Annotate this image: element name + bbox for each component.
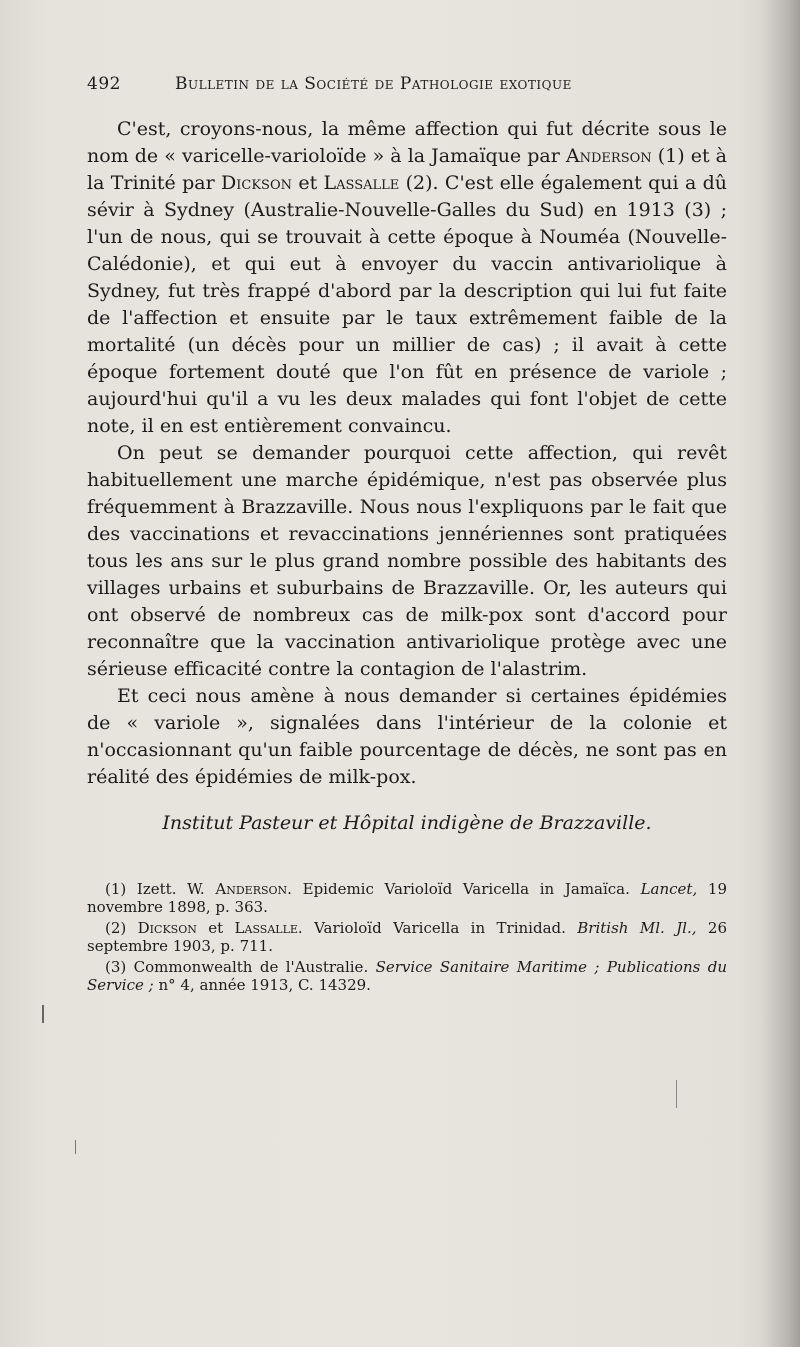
footnote-1-rest: 19 novembre 1898, p. 363. — [87, 880, 727, 916]
page-shadow-edge — [762, 0, 800, 1347]
footnote-3-rest: n° 4, année 1913, C. 14329. — [153, 976, 371, 994]
footnote-1-journal: Lancet, — [640, 880, 698, 898]
footnote-2 — [87, 919, 727, 955]
paragraph-2: On peut se demander pourquoi cette affection, qui revêt habituellement une marche épidémique, n'est pas observée plus fréquemment à Brazzaville. Nous nous l'expliquons par le fait que des vaccinations et revaccinations jennériennes sont pratiquées tous les ans sur le plus grand nombre possible des habitants des villages urbains et suburbains de Brazzaville. Or, les auteurs qui ont observé de nombreux cas de milk-pox sont d'accord pour reconnaître que la vaccination antivariolique protège avec une sérieuse efficacité contre la contagion de l'alastrim. — [87, 442, 727, 680]
author-dickson: Dickson — [221, 172, 292, 194]
page-number: 492 — [87, 74, 121, 94]
paragraph-1-text-g: (2). C'est elle également qui a dû sévir à Sydney (Australie-Nouvelle-Galles du Sud) en 1913 (3) ; l'un de nous, qui se trouvait à cette époque à Nouméa (Nouvelle-Calédonie), et qui eut à envoyer du vaccin antivariolique à Sydney, fut très frappé d'abord par la description qui lui fut faite de l'affection et ensuite par le taux extrêmement faible de la mortalité (un décès pour un millier de cas) ; il avait à cette époque fortement douté que l'on fût en présence de variole ; aujourd'hui qu'il a vu les deux malades qui font l'objet de cette note, il en est entièrement convaincu. — [87, 172, 728, 437]
paragraph-1-text-a: C'est, croyons-nous, la même affection qui fut décrite sous le nom de « varicelle-varioloïde » à la Jamaïque par — [87, 118, 727, 167]
scan-mark-right — [676, 1080, 677, 1108]
body-text — [87, 116, 727, 791]
footnote-2-author2: Lassalle — [234, 919, 298, 937]
footnote-1-author: Anderson — [215, 880, 288, 898]
footnote-2-mid: et — [196, 919, 235, 937]
footnote-2-journal: British Ml. Jl., — [577, 919, 697, 937]
footnote-2-number: (2) — [105, 919, 138, 937]
paragraph-1-text-c: (1) et à la Trinité par — [87, 145, 727, 194]
footnote-3-journal: Service Sanitaire Maritime ; Publications du Service ; — [87, 958, 727, 994]
scan-mark-lower-left — [75, 1140, 76, 1154]
author-anderson: Anderson — [565, 145, 652, 167]
footnote-3-number: (3) Commonwealth de l'Australie. — [105, 958, 376, 976]
paragraph-1 — [87, 116, 727, 440]
running-head: Bulletin de la Société de Pathologie exotique — [175, 74, 572, 94]
footnote-2-title: . Varioloïd Varicella in Trinidad. — [297, 919, 578, 937]
footnote-2-rest: 26 septembre 1903, p. 711. — [87, 919, 728, 955]
footnotes — [87, 880, 727, 997]
footnote-1 — [87, 880, 727, 916]
paragraph-1-text-e: et — [291, 172, 324, 194]
scan-mark-left — [42, 1005, 44, 1023]
author-lassalle: Lassalle — [323, 172, 400, 194]
page-header — [87, 74, 647, 100]
paragraph-3: Et ceci nous amène à nous demander si certaines épidémies de « variole », signalées dans l'intérieur de la colonie et n'occasionnant qu'un faible pourcentage de décès, ne sont pas en réalité des épidémies de milk-pox. — [87, 685, 727, 788]
footnote-3 — [87, 958, 727, 994]
footnote-1-title: . Epidemic Varioloïd Varicella in Jamaïca. — [287, 880, 641, 898]
footnote-1-number: (1) Izett. W. — [105, 880, 216, 898]
institution-signature: Institut Pasteur et Hôpital indigène de Brazzaville. — [162, 812, 652, 834]
footnote-2-author: Dickson — [137, 919, 197, 937]
